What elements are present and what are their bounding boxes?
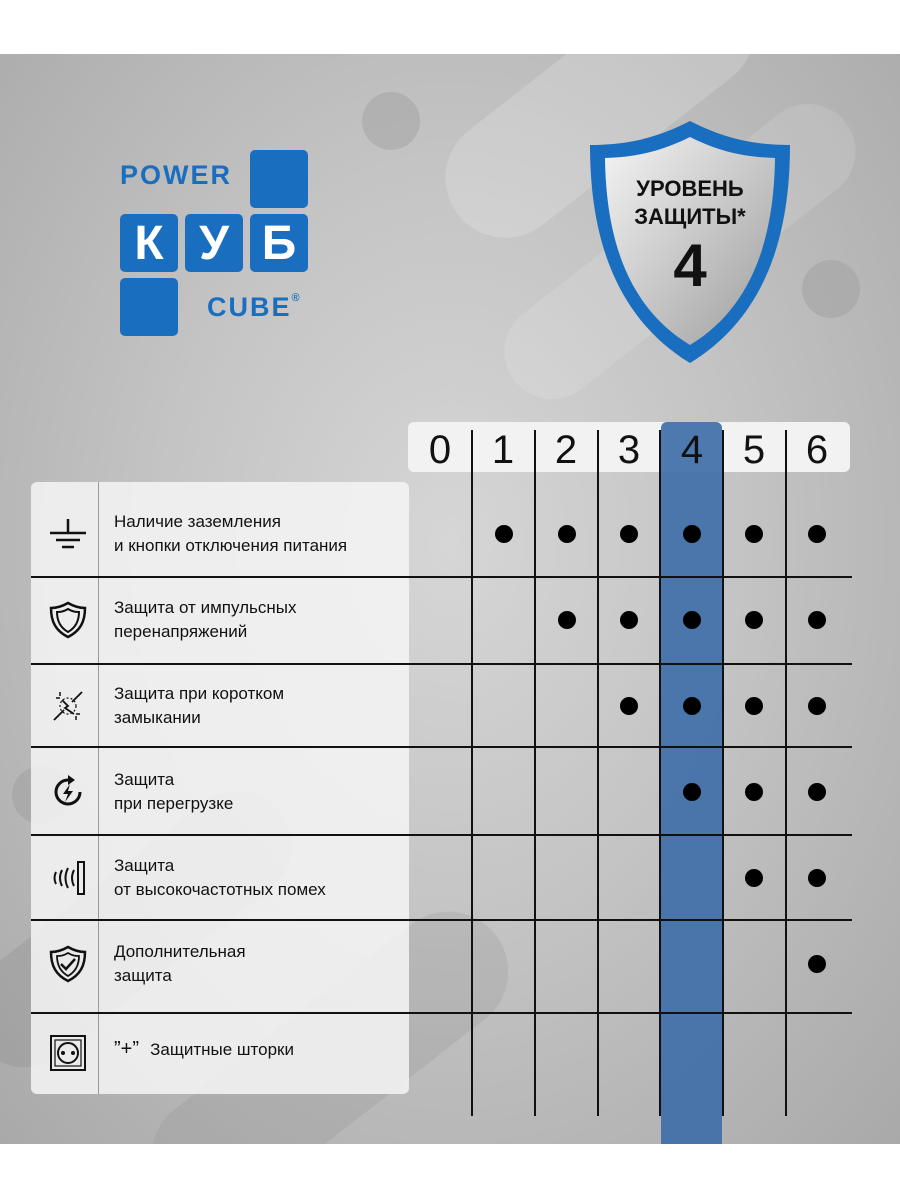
level-dot bbox=[745, 611, 763, 629]
shield-title-line1: УРОВЕНЬ bbox=[636, 176, 744, 201]
background-circle bbox=[802, 260, 860, 318]
shield-title-word: ЗАЩИТЫ bbox=[634, 204, 738, 229]
level-dot bbox=[745, 783, 763, 801]
logo-square bbox=[250, 150, 308, 208]
socket-icon bbox=[48, 1033, 88, 1073]
overload-icon bbox=[48, 772, 88, 812]
feature-line: Наличие заземления bbox=[114, 512, 281, 531]
level-dot bbox=[558, 525, 576, 543]
shield-text bbox=[585, 175, 795, 299]
shield-asterisk: * bbox=[737, 204, 746, 229]
level-dot bbox=[558, 611, 576, 629]
shield-outline-icon bbox=[48, 600, 88, 640]
feature-line: замыкании bbox=[114, 708, 201, 727]
feature-shutters bbox=[114, 1038, 294, 1061]
level-5: 5 bbox=[742, 428, 766, 472]
feature-line: и кнопки отключения питания bbox=[114, 536, 348, 555]
row-divider bbox=[31, 919, 852, 921]
level-1: 1 bbox=[491, 428, 515, 472]
level-4: 4 bbox=[680, 428, 704, 472]
logo-letter-k: К bbox=[120, 214, 178, 272]
icon-separator bbox=[98, 482, 99, 1094]
level-dot bbox=[683, 697, 701, 715]
level-dot bbox=[683, 783, 701, 801]
row-divider bbox=[31, 746, 852, 748]
level-dot bbox=[808, 869, 826, 887]
logo-power-text: POWER bbox=[120, 160, 233, 190]
level-dot bbox=[745, 525, 763, 543]
feature-hf-noise bbox=[114, 854, 326, 902]
feature-line: Дополнительная bbox=[114, 942, 246, 961]
shield-level-number: 4 bbox=[673, 232, 707, 299]
logo-cube-text bbox=[207, 292, 300, 323]
level-2: 2 bbox=[554, 428, 578, 472]
level-dot bbox=[808, 955, 826, 973]
logo-letter-b: Б bbox=[250, 214, 308, 272]
logo-cube-word: CUBE bbox=[207, 292, 292, 322]
shield-check-icon bbox=[48, 944, 88, 984]
level-6: 6 bbox=[805, 428, 829, 472]
feature-overload bbox=[114, 768, 233, 816]
feature-grounding bbox=[114, 510, 347, 558]
level-dot bbox=[620, 611, 638, 629]
level-dot bbox=[745, 697, 763, 715]
feature-line: перенапряжений bbox=[114, 622, 248, 641]
row-divider bbox=[31, 1012, 852, 1014]
shutters-label: Защитные шторки bbox=[150, 1040, 294, 1059]
feature-additional bbox=[114, 940, 246, 988]
feature-line: Защита от импульсных bbox=[114, 598, 297, 617]
level-dot bbox=[808, 783, 826, 801]
registered-mark: ® bbox=[291, 292, 300, 304]
feature-line: при перегрузке bbox=[114, 794, 234, 813]
feature-short-circuit bbox=[114, 682, 284, 730]
feature-line: от высокочастотных помех bbox=[114, 880, 326, 899]
level-dot bbox=[683, 611, 701, 629]
feature-surge bbox=[114, 596, 296, 644]
hf-noise-icon bbox=[48, 858, 88, 898]
level-dot bbox=[683, 525, 701, 543]
level-dot bbox=[808, 525, 826, 543]
row-divider bbox=[31, 834, 852, 836]
feature-line: защита bbox=[114, 966, 172, 985]
level-dot bbox=[495, 525, 513, 543]
ground-icon bbox=[48, 515, 88, 555]
row-divider bbox=[31, 663, 852, 665]
logo-square bbox=[120, 278, 178, 336]
level-3: 3 bbox=[617, 428, 641, 472]
level-dot bbox=[620, 697, 638, 715]
feature-line: Защита bbox=[114, 770, 175, 789]
background-circle bbox=[362, 92, 420, 150]
level-dot bbox=[745, 869, 763, 887]
level-dot bbox=[620, 525, 638, 543]
shield-title-line2 bbox=[585, 203, 795, 231]
plus-prefix: ”+” bbox=[114, 1038, 139, 1060]
feature-line: Защита bbox=[114, 856, 175, 875]
row-divider bbox=[31, 576, 852, 578]
short-circuit-icon bbox=[48, 686, 88, 726]
feature-line: Защита при коротком bbox=[114, 684, 285, 703]
logo-letter-u: У bbox=[185, 214, 243, 272]
level-dot bbox=[808, 611, 826, 629]
level-dot bbox=[808, 697, 826, 715]
level-0: 0 bbox=[428, 428, 452, 472]
